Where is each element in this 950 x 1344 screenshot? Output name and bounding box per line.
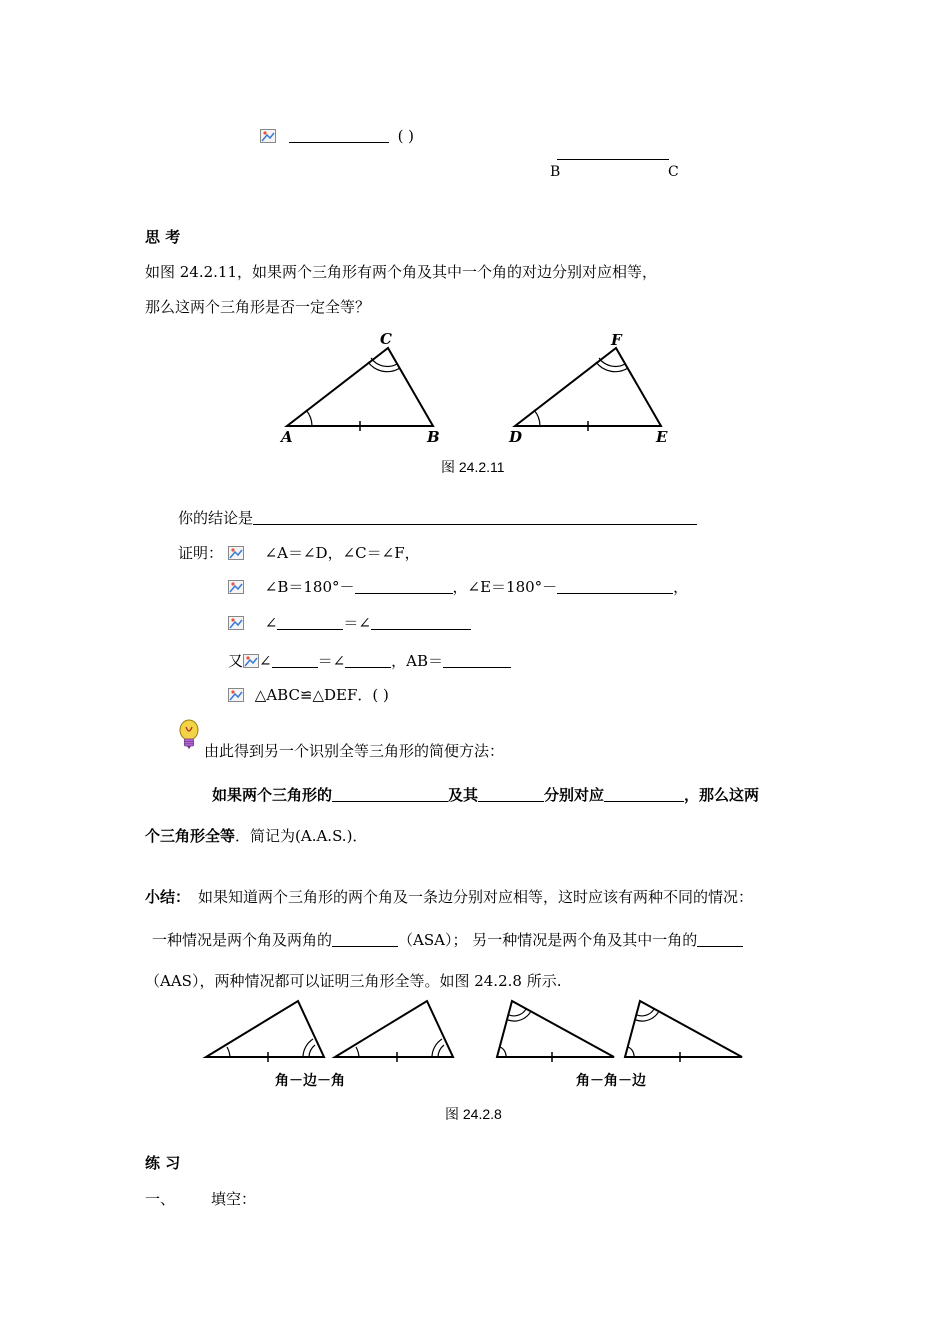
section-heading-think: 思 考 [145, 228, 181, 246]
proof-line-1 [178, 542, 420, 563]
practice-item-1: 一、 填空： [145, 1190, 257, 1208]
vertex-label-c: C [380, 330, 392, 348]
conclusion-label: 你的结论是 [178, 509, 254, 527]
aas-triangles [497, 1001, 742, 1062]
figure-24-2-8 [200, 997, 750, 1093]
summary-line-2: 一种情况是两个角及两角的 （ASA）； 另一种情况是两个角及其中一角的 [152, 929, 743, 950]
summary-line-3: （AAS），两种情况都可以证明三角形全等。如图 24.2.8 所示. [145, 972, 562, 990]
segment-label-c: C [668, 164, 679, 180]
broken-image-icon [243, 654, 259, 668]
vertex-label-e: E [656, 428, 668, 446]
figure-24-2-11 [270, 328, 680, 450]
paren-blank: ( ) [397, 127, 415, 145]
method-line-2: 个三角形全等．简记为(A.A.S.)． [145, 827, 368, 845]
section-heading-practice: 练 习 [145, 1154, 181, 1172]
figure-caption-24-2-11: 图 24.2.11 [441, 459, 505, 475]
think-line-2: 那么这两个三角形是否一定全等？ [145, 298, 371, 316]
figure-label-aas: 角－角－边 [576, 1073, 646, 1089]
broken-image-icon [228, 688, 244, 702]
proof-line-2: ∠B＝180°－ ，∠E＝180°－ ， [228, 576, 688, 597]
asa-triangles [206, 1001, 453, 1062]
method-intro: 由此得到另一个识别全等三角形的简便方法： [204, 742, 505, 760]
summary-line-1: 小结： 如果知道两个三角形的两个角及一条边分别对应相等，这时应该有两种不同的情况： [145, 888, 754, 906]
broken-image-icon [228, 616, 244, 630]
proof-line-5: △ABC≌△DEF．( ) [228, 684, 389, 705]
figure-caption-24-2-8: 图 24.2.8 [445, 1106, 502, 1122]
figure-label-asa: 角－边－角 [275, 1073, 345, 1089]
conclusion-blank [253, 510, 697, 525]
broken-image-icon [228, 546, 244, 560]
lightbulb-icon [178, 719, 200, 751]
summary-label: 小结： [145, 888, 191, 906]
top-line [260, 127, 414, 145]
vertex-label-d: D [509, 428, 523, 446]
vertex-label-b: B [427, 428, 440, 446]
proof-line-4: 又 ∠ ＝∠ ，AB＝ [228, 650, 511, 671]
vertex-label-a: A [281, 428, 293, 446]
method-line-1: 如果两个三角形的 及其 分别对应 ，那么这两 [212, 786, 760, 804]
broken-image-icon [228, 580, 244, 594]
segment-bc [557, 159, 669, 160]
think-line-1: 如图 24.2.11，如果两个三角形有两个角及其中一个角的对边分别对应相等， [145, 263, 658, 281]
triangle-def [515, 348, 661, 431]
proof-text-1: ∠A＝∠D，∠C＝∠F， [264, 544, 420, 562]
proof-label: 证明： [178, 544, 224, 562]
blank-line [289, 128, 389, 143]
segment-label-b: B [550, 164, 561, 180]
vertex-label-f: F [611, 331, 622, 349]
triangle-abc [287, 348, 433, 431]
broken-image-icon [260, 129, 276, 143]
proof-line-3: ∠ ＝∠ [228, 612, 471, 633]
conclusion-line [178, 507, 697, 528]
